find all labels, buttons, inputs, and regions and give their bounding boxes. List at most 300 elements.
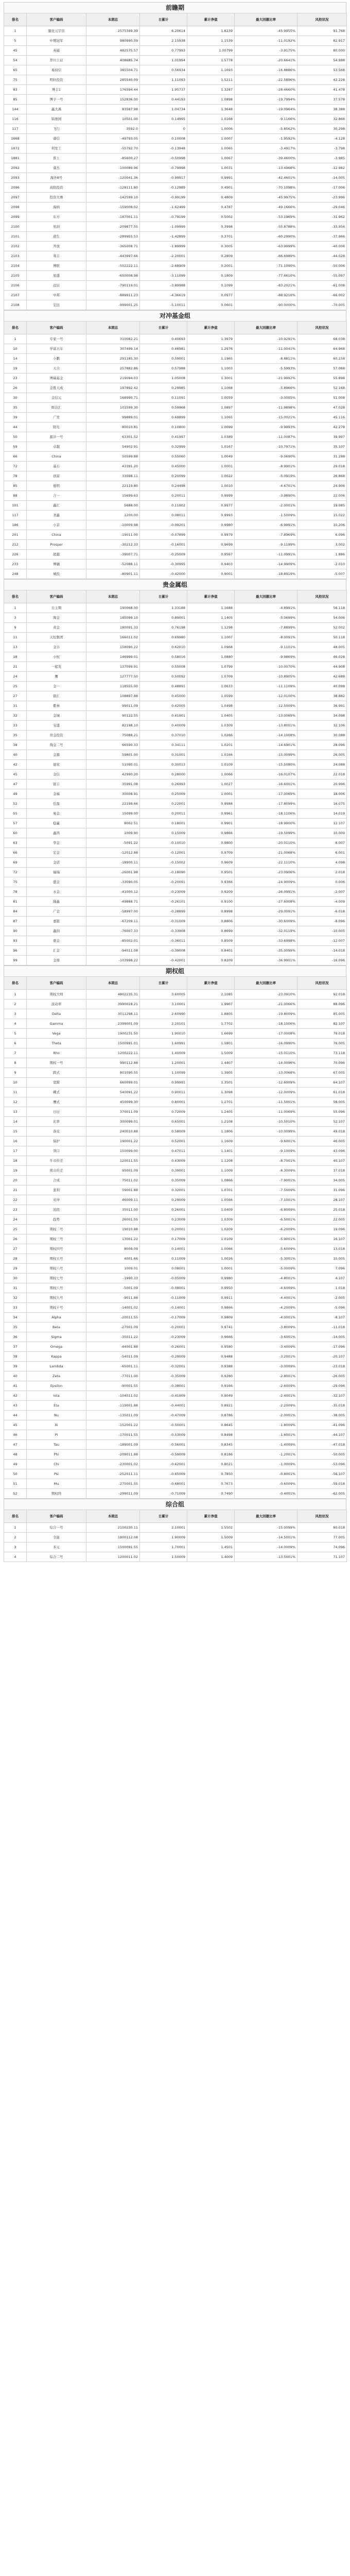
table-cell: 75 xyxy=(4,75,27,85)
table-cell: -170011.55 xyxy=(86,1430,140,1440)
table-cell: 1.0309 xyxy=(187,721,235,731)
table-cell: -0.25009 xyxy=(140,550,187,560)
table-cell: -10.7971% xyxy=(235,442,297,452)
table-cell: 90122.55 xyxy=(86,711,140,721)
table-cell: -17.0008% xyxy=(235,1029,297,1039)
table-cell: -16.096 xyxy=(297,956,347,965)
table-row xyxy=(4,26,347,36)
table-cell: 54902.91 xyxy=(86,442,140,452)
table-cell: 39 xyxy=(4,1362,27,1371)
table-cell: 0.50092 xyxy=(140,672,187,682)
table-row xyxy=(4,1097,347,1107)
table-cell: 隆鑫 xyxy=(27,897,86,907)
table-cell: 22 xyxy=(4,1195,27,1205)
table-cell: 天恒集团 xyxy=(27,633,86,642)
table-row xyxy=(4,799,347,809)
table-cell: -38.005 xyxy=(297,1411,347,1420)
table-cell: Omega xyxy=(27,1342,86,1352)
table-row xyxy=(4,956,347,965)
table-cell: 0.7673 xyxy=(187,1479,235,1489)
table-cell: -6.5001% xyxy=(235,1215,297,1225)
table-cell: 永金 xyxy=(27,887,86,897)
table-cell: -90.0000% xyxy=(235,300,297,310)
table-cell: 1.886 xyxy=(297,550,347,560)
table-cell: 熊市价差 xyxy=(27,1166,86,1176)
table-cell: 广发 xyxy=(27,413,86,422)
table-cell: -650008.98 xyxy=(86,271,140,281)
table-row xyxy=(4,364,347,374)
table-cell: 30008.91 xyxy=(86,789,140,799)
table-row xyxy=(4,511,347,520)
table-cell: 152836.00 xyxy=(86,95,140,105)
table-cell: 0.25009 xyxy=(140,789,187,799)
table-cell: -152001.22 xyxy=(86,1420,140,1430)
table-cell: -61.008 xyxy=(297,281,347,291)
table-cell: -10.9291% xyxy=(235,334,297,344)
table-cell: -189001.09 xyxy=(86,1440,140,1450)
table-cell: -0.41009 xyxy=(140,1391,187,1401)
table-cell: 22199.66 xyxy=(86,799,140,809)
table-cell: 趋势 xyxy=(27,1215,86,1225)
table-cell: 53.568 xyxy=(297,65,347,75)
table-cell: 120011.55 xyxy=(86,1156,140,1166)
table-cell: 2.018 xyxy=(297,868,347,877)
column-header: 风控状况 xyxy=(297,321,347,334)
table-cell: 学富五车 xyxy=(27,344,86,354)
table-cell: -11.018 xyxy=(297,1323,347,1332)
table-cell: 0.9001 xyxy=(187,569,235,579)
table-cell: -0.09201 xyxy=(140,520,187,530)
column-header: 日累计 xyxy=(140,321,187,334)
table-cell: -0.14001 xyxy=(140,1303,187,1313)
table-cell: 鼎金 xyxy=(27,936,86,946)
table-cell: 1.0049 xyxy=(187,452,235,462)
table-row xyxy=(4,682,347,691)
table-cell: 1 xyxy=(4,26,27,36)
table-cell: -0.32001 xyxy=(140,1362,187,1371)
table-cell: 70.096 xyxy=(297,1058,347,1068)
table-cell: 0.69899 xyxy=(140,413,187,422)
table-cell: -289955.53 xyxy=(86,232,140,242)
table-cell: -5.007 xyxy=(297,569,347,579)
table-cell: 82198.10 xyxy=(86,721,140,731)
table-cell: 51 xyxy=(4,1479,27,1489)
table-cell: 385504.71 xyxy=(86,65,140,75)
table-cell: 3 xyxy=(4,1543,27,1552)
table-cell: 1.5211 xyxy=(187,75,235,85)
table-row xyxy=(4,809,347,819)
table-cell: 84 xyxy=(4,907,27,917)
table-cell: -16.6001% xyxy=(235,779,297,789)
table-cell: 23 xyxy=(4,374,27,383)
table-cell: -1.2001% xyxy=(235,1450,297,1460)
table-row xyxy=(4,1244,347,1254)
table-cell: -6.2009% xyxy=(235,1225,297,1234)
table-cell: 96 xyxy=(4,946,27,956)
table-cell: 34.098 xyxy=(297,711,347,721)
table-cell: -35011.22 xyxy=(86,1332,140,1342)
table-cell: -14.9909% xyxy=(235,560,297,569)
table-row xyxy=(4,652,347,662)
table-cell: 1.0405 xyxy=(187,711,235,721)
table-row xyxy=(4,124,347,134)
table-cell: -1.6001% xyxy=(235,1430,297,1440)
table-cell: -142599.10 xyxy=(86,193,140,202)
ranking-table xyxy=(4,13,347,310)
table-cell: 专家一号 xyxy=(27,334,86,344)
table-cell: -12012.88 xyxy=(86,848,140,858)
table-cell: 0.9488 xyxy=(187,1352,235,1362)
column-header: 排名 xyxy=(4,977,27,990)
table-cell: -24.9009% xyxy=(235,877,297,887)
table-row xyxy=(4,1234,347,1244)
table-cell: -0.16001 xyxy=(140,540,187,550)
table-row xyxy=(4,1313,347,1323)
table-cell: 0.4787 xyxy=(187,202,235,212)
table-row xyxy=(4,422,347,432)
table-cell: -53.096 xyxy=(297,1460,347,1469)
table-cell: 0.45000 xyxy=(140,691,187,701)
table-cell: 1.1068 xyxy=(187,383,235,393)
table-cell: 0.006 xyxy=(297,877,347,887)
table-cell: 0.41997 xyxy=(140,432,187,442)
table-cell: -1.9592% xyxy=(235,134,297,144)
table-cell: 39.997 xyxy=(297,432,347,442)
table-cell: 超越 xyxy=(27,550,86,560)
table-cell: 0.65001 xyxy=(140,1117,187,1127)
table-row xyxy=(4,65,347,75)
table-cell: 0.7490 xyxy=(187,1489,235,1499)
table-cell: -18.8919% xyxy=(235,569,297,579)
table-cell: 0.77993 xyxy=(140,46,187,56)
table-cell: -66.002 xyxy=(297,291,347,300)
table-cell: -52088.11 xyxy=(86,560,140,569)
table-cell: 0.2001 xyxy=(187,261,235,271)
table-cell: 2108 xyxy=(4,300,27,310)
table-cell: 40 xyxy=(4,1371,27,1381)
table-cell: 0.9901 xyxy=(187,819,235,828)
table-cell: 8009.09 xyxy=(86,1244,140,1254)
table-cell: -0.26001 xyxy=(140,1342,187,1352)
table-cell: -85600.27 xyxy=(86,154,140,163)
table-cell: -22.5896% xyxy=(235,75,297,85)
table-cell: -27.6008% xyxy=(235,897,297,907)
table-cell: -5.5993% xyxy=(235,364,297,374)
table-cell: 0.72009 xyxy=(140,1107,187,1117)
table-cell: 42.688 xyxy=(297,672,347,682)
table-cell: 47 xyxy=(4,1440,27,1450)
table-cell: 63 xyxy=(4,838,27,848)
table-cell: -104011.02 xyxy=(86,1391,140,1401)
table-cell: 0.57988 xyxy=(140,364,187,374)
table-cell: 期权七号 xyxy=(27,1274,86,1283)
table-cell: 1.0309 xyxy=(187,1215,235,1225)
table-cell: 38 xyxy=(4,1352,27,1362)
table-row xyxy=(4,114,347,124)
table-row xyxy=(4,183,347,193)
table-cell: 0.10008 xyxy=(140,134,187,144)
table-cell: 408685.74 xyxy=(86,56,140,65)
table-cell: 233 xyxy=(4,560,27,569)
table-cell: 63301.52 xyxy=(86,432,140,442)
table-cell: 小京 xyxy=(27,520,86,530)
table-cell: -14.1008% xyxy=(235,731,297,740)
table-cell: 鹰 xyxy=(27,672,86,682)
table-cell: 2103 xyxy=(4,251,27,261)
table-cell: 69 xyxy=(4,858,27,868)
table-cell: 22.018 xyxy=(297,770,347,779)
table-cell: 31.288 xyxy=(297,452,347,462)
column-header: 最大回撤比率 xyxy=(235,590,297,603)
table-cell: -42.4601% xyxy=(235,173,297,183)
table-cell: -159008.02 xyxy=(86,202,140,212)
table-row xyxy=(4,1440,347,1450)
table-cell: -2.8001% xyxy=(235,1371,297,1381)
table-cell: 1.0866 xyxy=(187,1176,235,1185)
table-cell: 68.038 xyxy=(297,334,347,344)
table-cell: 0.15009 xyxy=(140,828,187,838)
table-cell: -41.096 xyxy=(297,1420,347,1430)
table-cell: 1.3501 xyxy=(187,1078,235,1088)
table-cell: 0.9209 xyxy=(187,887,235,897)
table-cell: 1.2405 xyxy=(187,1107,235,1117)
table-cell: 1.7702 xyxy=(187,1019,235,1029)
table-cell: 华川上证 xyxy=(27,56,86,65)
table-cell: 51090.01 xyxy=(86,760,140,770)
table-cell: -23.0910% xyxy=(235,990,297,999)
table-cell: -30212.33 xyxy=(86,540,140,550)
table-cell: -5.3001% xyxy=(235,1254,297,1264)
table-cell: 166011.02 xyxy=(86,633,140,642)
table-cell: 1.0201 xyxy=(187,740,235,750)
table-cell: 金胜天成 xyxy=(27,383,86,393)
table-cell: 10.009 xyxy=(297,828,347,838)
table-cell: -21.9992% xyxy=(235,374,297,383)
table-cell: 0.42005 xyxy=(140,701,187,711)
table-cell: -0.36011 xyxy=(140,936,187,946)
table-cell: 9 xyxy=(4,1068,27,1078)
table-cell: -0.42000 xyxy=(140,569,187,579)
table-cell: 0.20099 xyxy=(140,471,187,481)
table-cell: 5 xyxy=(4,36,27,46)
table-cell: 2.1085 xyxy=(187,990,235,999)
table-cell: 4 xyxy=(4,1019,27,1029)
table-row xyxy=(4,442,347,452)
table-cell: 87 xyxy=(4,917,27,926)
table-cell: 1.0701 xyxy=(187,1185,235,1195)
table-cell: -28.4660% xyxy=(235,85,297,95)
table-cell: 24 xyxy=(4,1215,27,1225)
section-title: 期权组 xyxy=(4,965,346,976)
table-cell: 0.9280 xyxy=(187,1371,235,1381)
table-cell: 0.2809 xyxy=(187,251,235,261)
table-cell: 25 xyxy=(4,682,27,691)
header-row xyxy=(4,977,347,990)
table-cell: -7.8969% xyxy=(235,530,297,540)
table-cell: -209011.88 xyxy=(86,1450,140,1460)
table-cell: 0.9567 xyxy=(187,550,235,560)
table-cell: 1.5778 xyxy=(187,56,235,65)
table-cell: -187001.11 xyxy=(86,212,140,222)
section-title: 前瞻期 xyxy=(4,2,346,13)
table-cell: -88.9210% xyxy=(235,291,297,300)
table-cell: 一起发 xyxy=(27,662,86,672)
table-row xyxy=(4,334,347,344)
column-header: 累计净值 xyxy=(187,590,235,603)
table-row xyxy=(4,212,347,222)
table-row xyxy=(4,770,347,779)
table-cell: 0.24498 xyxy=(140,481,187,491)
table-cell: 19.096 xyxy=(297,1225,347,1234)
table-cell: -63.9999% xyxy=(235,242,297,251)
table-cell: 38.882 xyxy=(297,691,347,701)
table-cell: 东方 xyxy=(27,212,86,222)
table-cell: 4001.66 xyxy=(86,1254,140,1264)
table-cell: -0.44001 xyxy=(140,1401,187,1411)
table-cell: 1.4407 xyxy=(187,1058,235,1068)
table-cell: 78 xyxy=(4,471,27,481)
table-cell: -21.0066% xyxy=(235,999,297,1009)
table-cell: -7.1001% xyxy=(235,1195,297,1205)
table-cell: 2102 xyxy=(4,242,27,251)
table-cell: 1.0898 xyxy=(187,95,235,105)
table-cell: -10009.98 xyxy=(86,520,140,530)
table-cell: 2.15938 xyxy=(140,36,187,46)
table-cell: 0.31001 xyxy=(140,750,187,760)
header-row xyxy=(4,13,347,26)
table-cell: Phi xyxy=(27,1450,86,1460)
table-cell: 0.62010 xyxy=(140,642,187,652)
table-cell: 26 xyxy=(4,1234,27,1244)
table-cell: -5.8966% xyxy=(235,383,297,393)
table-cell: 226 xyxy=(4,550,27,560)
table-cell: 72 xyxy=(4,462,27,471)
table-cell: -94011.08 xyxy=(86,946,140,956)
table-cell: -0.4001% xyxy=(235,1489,297,1499)
table-cell: 20.996 xyxy=(297,779,347,789)
table-cell: 82.107 xyxy=(297,1019,347,1029)
table-row xyxy=(4,1332,347,1342)
table-cell: -1.42899 xyxy=(140,232,187,242)
table-row xyxy=(4,1156,347,1166)
table-cell: 0.9950 xyxy=(187,1283,235,1293)
table-cell: 1.1806 xyxy=(187,1127,235,1137)
table-cell: -2.007 xyxy=(297,887,347,897)
table-cell: 淮上 xyxy=(27,154,86,163)
table-cell: 75 xyxy=(4,877,27,887)
table-cell: China xyxy=(27,452,86,462)
table-cell: 10501.00 xyxy=(86,114,140,124)
table-cell: -11.5001% xyxy=(235,1097,297,1107)
table-cell: 金谷 xyxy=(27,642,86,652)
table-row xyxy=(4,1254,347,1264)
table-cell: 42.278 xyxy=(297,422,347,432)
table-cell: 期权二号 xyxy=(27,1225,86,1234)
table-cell: 24.906 xyxy=(297,481,347,491)
table-cell: 0.9800 xyxy=(187,838,235,848)
table-cell: 0.0977 xyxy=(187,291,235,300)
table-row xyxy=(4,838,347,848)
table-cell: -0.50001 xyxy=(140,1420,187,1430)
table-cell: 81 xyxy=(4,897,27,907)
table-cell: 18 xyxy=(4,652,27,662)
table-row xyxy=(4,936,347,946)
table-cell: 95001.09 xyxy=(86,1166,140,1176)
table-cell: 40.098 xyxy=(297,682,347,691)
table-cell: -27001.09 xyxy=(86,1323,140,1332)
table-cell: -45.9975% xyxy=(235,193,297,202)
column-header: 排名 xyxy=(4,321,27,334)
table-cell: -0.31009 xyxy=(140,917,187,926)
table-cell: 1.1401 xyxy=(187,1146,235,1156)
table-cell: 1.018 xyxy=(297,1283,347,1293)
table-cell: 49.018 xyxy=(297,1127,347,1137)
table-cell: -15.0099% xyxy=(235,750,297,760)
table-cell: -7.9001% xyxy=(235,1176,297,1185)
table-cell: -230001.02 xyxy=(86,1460,140,1469)
table-cell: 金诺 xyxy=(27,858,86,868)
table-row xyxy=(4,1352,347,1362)
table-cell: 1.5801 xyxy=(187,1039,235,1048)
table-cell: -4.128 xyxy=(297,134,347,144)
table-cell: Chi xyxy=(27,1460,86,1469)
table-cell: 1.40009 xyxy=(140,1048,187,1058)
table-cell: 1.0022 xyxy=(187,471,235,481)
table-cell: Gamma xyxy=(27,1019,86,1029)
table-cell: 1.0059 xyxy=(187,393,235,403)
table-cell: -14.018 xyxy=(297,946,347,956)
table-cell: -35.018 xyxy=(297,1401,347,1411)
table-cell: 52.168 xyxy=(297,383,347,393)
table-cell: -20.6641% xyxy=(235,56,297,65)
table-cell: -0.23009 xyxy=(140,1332,187,1342)
table-row xyxy=(4,1205,347,1215)
table-cell: 0.20011 xyxy=(140,491,187,501)
table-cell: 32.106 xyxy=(297,721,347,731)
table-cell: -0.20001 xyxy=(140,1323,187,1332)
table-cell: 101 xyxy=(4,501,27,511)
table-cell: 0.28000 xyxy=(140,770,187,779)
table-cell: 29 xyxy=(4,1264,27,1274)
table-cell: 0.40693 xyxy=(140,334,187,344)
table-cell: 27 xyxy=(4,691,27,701)
table-cell: 0.48891 xyxy=(140,682,187,691)
table-cell: 15.022 xyxy=(297,511,347,520)
table-cell: -3.2001% xyxy=(235,1352,297,1362)
table-cell: 1800112.08 xyxy=(86,1533,140,1543)
table-cell: -0.07899 xyxy=(140,530,187,540)
table-row xyxy=(4,662,347,672)
table-cell: -58997.00 xyxy=(86,907,140,917)
table-cell: -1.5009% xyxy=(235,511,297,520)
table-cell: -0.13948 xyxy=(140,144,187,154)
table-cell: 期权四号 xyxy=(27,1244,86,1254)
table-cell: 稳赢 xyxy=(27,819,86,828)
table-cell: -3.11099 xyxy=(140,271,187,281)
table-cell: 35 xyxy=(4,403,27,413)
table-cell: 2575349.39 xyxy=(86,26,140,36)
table-cell: 1.0006 xyxy=(187,124,235,134)
table-cell: -10.5010% xyxy=(235,1117,297,1127)
table-cell: 博丰1 xyxy=(27,85,86,95)
table-cell: 0.22001 xyxy=(140,799,187,809)
table-row xyxy=(4,300,347,310)
section-title: 贵金属组 xyxy=(4,579,346,590)
table-cell: 高阳投资 xyxy=(27,183,86,193)
table-cell: 波段 xyxy=(27,1205,86,1215)
section-0 xyxy=(4,2,346,310)
table-row xyxy=(4,393,347,403)
